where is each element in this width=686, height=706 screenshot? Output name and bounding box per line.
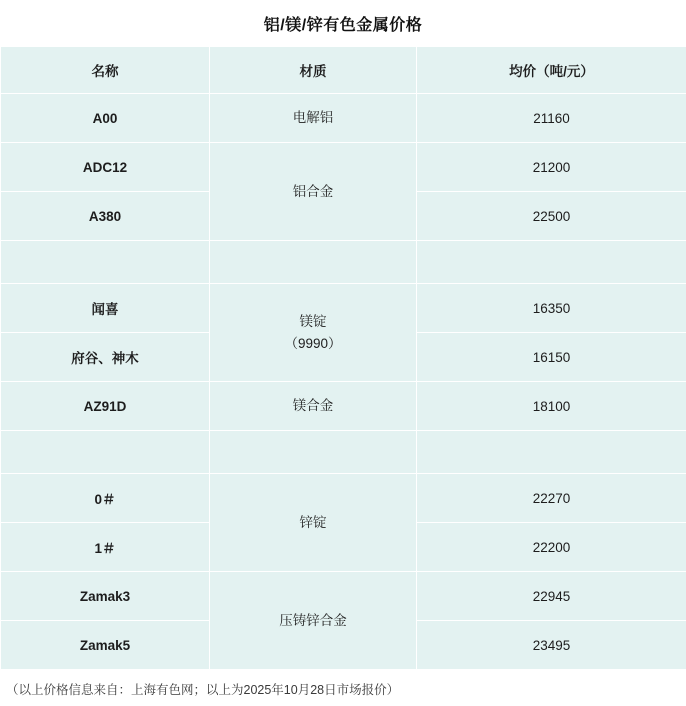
cell-name: ADC12 bbox=[1, 143, 210, 192]
spacer-cell bbox=[417, 241, 686, 284]
column-header-material: 材质 bbox=[210, 47, 417, 94]
cell-name: 闻喜 bbox=[1, 284, 210, 333]
table-row bbox=[1, 284, 686, 333]
material-main: 镁锭 bbox=[211, 311, 415, 333]
cell-material: 铝合金 bbox=[210, 143, 417, 241]
source-footnote: （以上价格信息来自：上海有色网；以上为2025年10月28日市场报价） bbox=[0, 670, 686, 706]
table-body bbox=[1, 94, 686, 670]
cell-price: 16350 bbox=[417, 284, 686, 333]
metal-price-table bbox=[0, 46, 686, 670]
page-title: 铝/镁/锌有色金属价格 bbox=[0, 0, 686, 46]
cell-name: Zamak5 bbox=[1, 621, 210, 670]
cell-name: Zamak3 bbox=[1, 572, 210, 621]
material-sub: （9990） bbox=[211, 333, 415, 355]
table-row bbox=[1, 474, 686, 523]
cell-material: 压铸锌合金 bbox=[210, 572, 417, 670]
cell-material: 镁合金 bbox=[210, 382, 417, 431]
table-row bbox=[1, 572, 686, 621]
cell-name: 1＃ bbox=[1, 523, 210, 572]
spacer-cell bbox=[210, 431, 417, 474]
table-header bbox=[1, 47, 686, 94]
cell-price: 22945 bbox=[417, 572, 686, 621]
cell-price: 21160 bbox=[417, 94, 686, 143]
cell-material: 电解铝 bbox=[210, 94, 417, 143]
cell-material: 锌锭 bbox=[210, 474, 417, 572]
cell-name: A00 bbox=[1, 94, 210, 143]
cell-price: 21200 bbox=[417, 143, 686, 192]
table-header-row bbox=[1, 47, 686, 94]
table-row bbox=[1, 382, 686, 431]
column-header-price: 均价（吨/元） bbox=[417, 47, 686, 94]
cell-price: 23495 bbox=[417, 621, 686, 670]
cell-name: 0＃ bbox=[1, 474, 210, 523]
spacer-cell bbox=[417, 431, 686, 474]
cell-name: 府谷、神木 bbox=[1, 333, 210, 382]
spacer-cell bbox=[210, 241, 417, 284]
cell-material bbox=[210, 284, 417, 382]
column-header-name: 名称 bbox=[1, 47, 210, 94]
table-spacer-row bbox=[1, 241, 686, 284]
cell-price: 22270 bbox=[417, 474, 686, 523]
cell-name: A380 bbox=[1, 192, 210, 241]
spacer-cell bbox=[1, 431, 210, 474]
cell-price: 22200 bbox=[417, 523, 686, 572]
cell-price: 16150 bbox=[417, 333, 686, 382]
table-spacer-row bbox=[1, 431, 686, 474]
table-row bbox=[1, 94, 686, 143]
cell-price: 18100 bbox=[417, 382, 686, 431]
spacer-cell bbox=[1, 241, 210, 284]
cell-price: 22500 bbox=[417, 192, 686, 241]
table-row bbox=[1, 143, 686, 192]
cell-name: AZ91D bbox=[1, 382, 210, 431]
